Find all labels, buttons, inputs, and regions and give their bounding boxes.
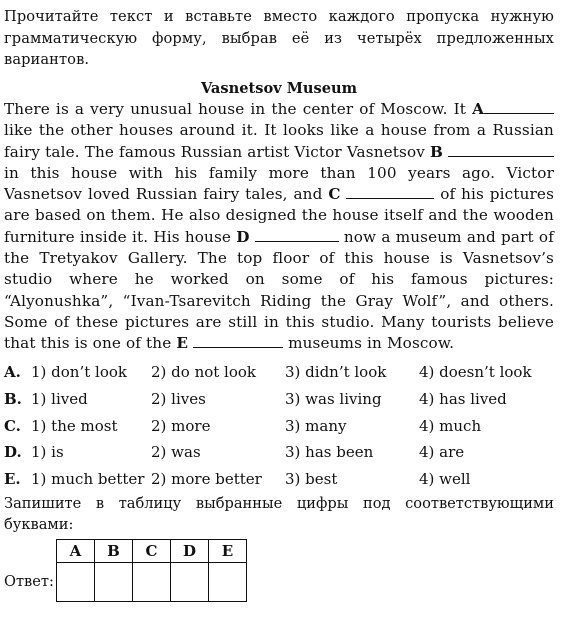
answer-cell-c[interactable] (133, 562, 171, 601)
gap-letter-a: A (472, 100, 485, 118)
answer-input-row (57, 562, 247, 601)
gap-letter-d: D (236, 227, 250, 246)
option-4[interactable]: 4) are (419, 443, 465, 462)
option-2[interactable]: 2) more (151, 416, 211, 435)
gap-blank-e[interactable] (193, 335, 283, 348)
answer-header-row (57, 539, 247, 562)
passage-title: Vasnetsov Museum (200, 79, 358, 97)
option-letter: C. (4, 416, 21, 435)
options-row-a (4, 359, 554, 386)
option-letter: A. (4, 362, 21, 381)
option-3[interactable]: 3) best (285, 470, 338, 489)
option-4[interactable]: 4) much (419, 416, 482, 435)
option-3[interactable]: 3) many (285, 416, 347, 435)
passage-text (4, 99, 554, 355)
gap-letter-c: C (328, 185, 341, 204)
answer-section (4, 539, 554, 602)
options-row-b (4, 385, 554, 412)
answer-header-b: B (95, 539, 133, 562)
option-3[interactable]: 3) didn’t look (285, 362, 387, 381)
passage-sentence-3: in this house with his family more than 100 years ago. Victor Vasnetsov loved Russian fairy tales, and (4, 163, 554, 204)
option-3[interactable]: 3) has been (285, 443, 374, 462)
passage-sentence-6: museums in Moscow. (288, 334, 455, 353)
passage-sentence-2: like the other houses around it. It looks like a house from a Russian fairy tale. The famous Russian artist Victor Vasnetsov (4, 121, 554, 161)
option-1[interactable]: 1) lived (31, 389, 88, 408)
answer-header-d: D (171, 539, 209, 562)
option-3[interactable]: 3) was living (285, 389, 382, 408)
gap-blank-d[interactable] (255, 229, 339, 242)
gap-letter-b: B (429, 142, 443, 161)
options-row-d (4, 439, 554, 466)
option-2[interactable]: 2) lives (151, 389, 206, 408)
option-1[interactable]: 1) much better (31, 470, 145, 489)
gap-blank-b[interactable] (448, 144, 554, 157)
option-1[interactable]: 1) don’t look (31, 362, 127, 381)
footer-instruction: Запишите в таблицу выбранные цифры под соответствующими буквами: (4, 494, 554, 533)
answer-header-e: E (209, 539, 247, 562)
answer-table (56, 539, 247, 602)
gap-blank-a[interactable] (484, 101, 554, 114)
answer-label: Ответ: (4, 572, 54, 590)
option-4[interactable]: 4) doesn’t look (419, 362, 532, 381)
instruction-text: Прочитайте текст и вставьте вместо каждого пропуска нужную грамматическую форму, выбрав её из четырёх предложенных вариантов. (4, 8, 554, 68)
option-1[interactable]: 1) is (31, 443, 64, 462)
option-4[interactable]: 4) well (419, 470, 471, 489)
options-list (4, 359, 554, 493)
option-1[interactable]: 1) the most (31, 416, 118, 435)
option-letter: D. (4, 443, 22, 462)
option-2[interactable]: 2) more better (151, 470, 262, 489)
answer-cell-e[interactable] (209, 562, 247, 601)
passage-sentence-5: now a museum and part of the Tretyakov Gallery. The top floor of this house is Vasnetsov’s studio where he worked on some of his famous pictures: “Alyonushka”, “Ivan-Tsarevitch Riding the Gray Wolf”, and others. Some of these pictures are still in this studio. Many tourists believe that this is one of the (4, 227, 554, 353)
passage-sentence-4: of his pictures are based on them. He also designed the house itself and the wooden furniture inside it. His house (4, 185, 555, 246)
options-row-e (4, 466, 554, 493)
gap-blank-c[interactable] (346, 186, 434, 199)
option-letter: B. (4, 389, 22, 408)
option-2[interactable]: 2) was (151, 443, 201, 462)
answer-cell-b[interactable] (95, 562, 133, 601)
option-letter: E. (4, 470, 21, 489)
answer-header-a: A (57, 539, 95, 562)
gap-letter-e: E (176, 334, 189, 353)
option-4[interactable]: 4) has lived (419, 389, 507, 408)
answer-cell-d[interactable] (171, 562, 209, 601)
answer-header-c: C (133, 539, 171, 562)
passage-sentence-1: There is a very unusual house in the center of Moscow. It (4, 100, 467, 118)
options-row-c (4, 412, 554, 439)
option-2[interactable]: 2) do not look (151, 362, 256, 381)
answer-cell-a[interactable] (57, 562, 95, 601)
